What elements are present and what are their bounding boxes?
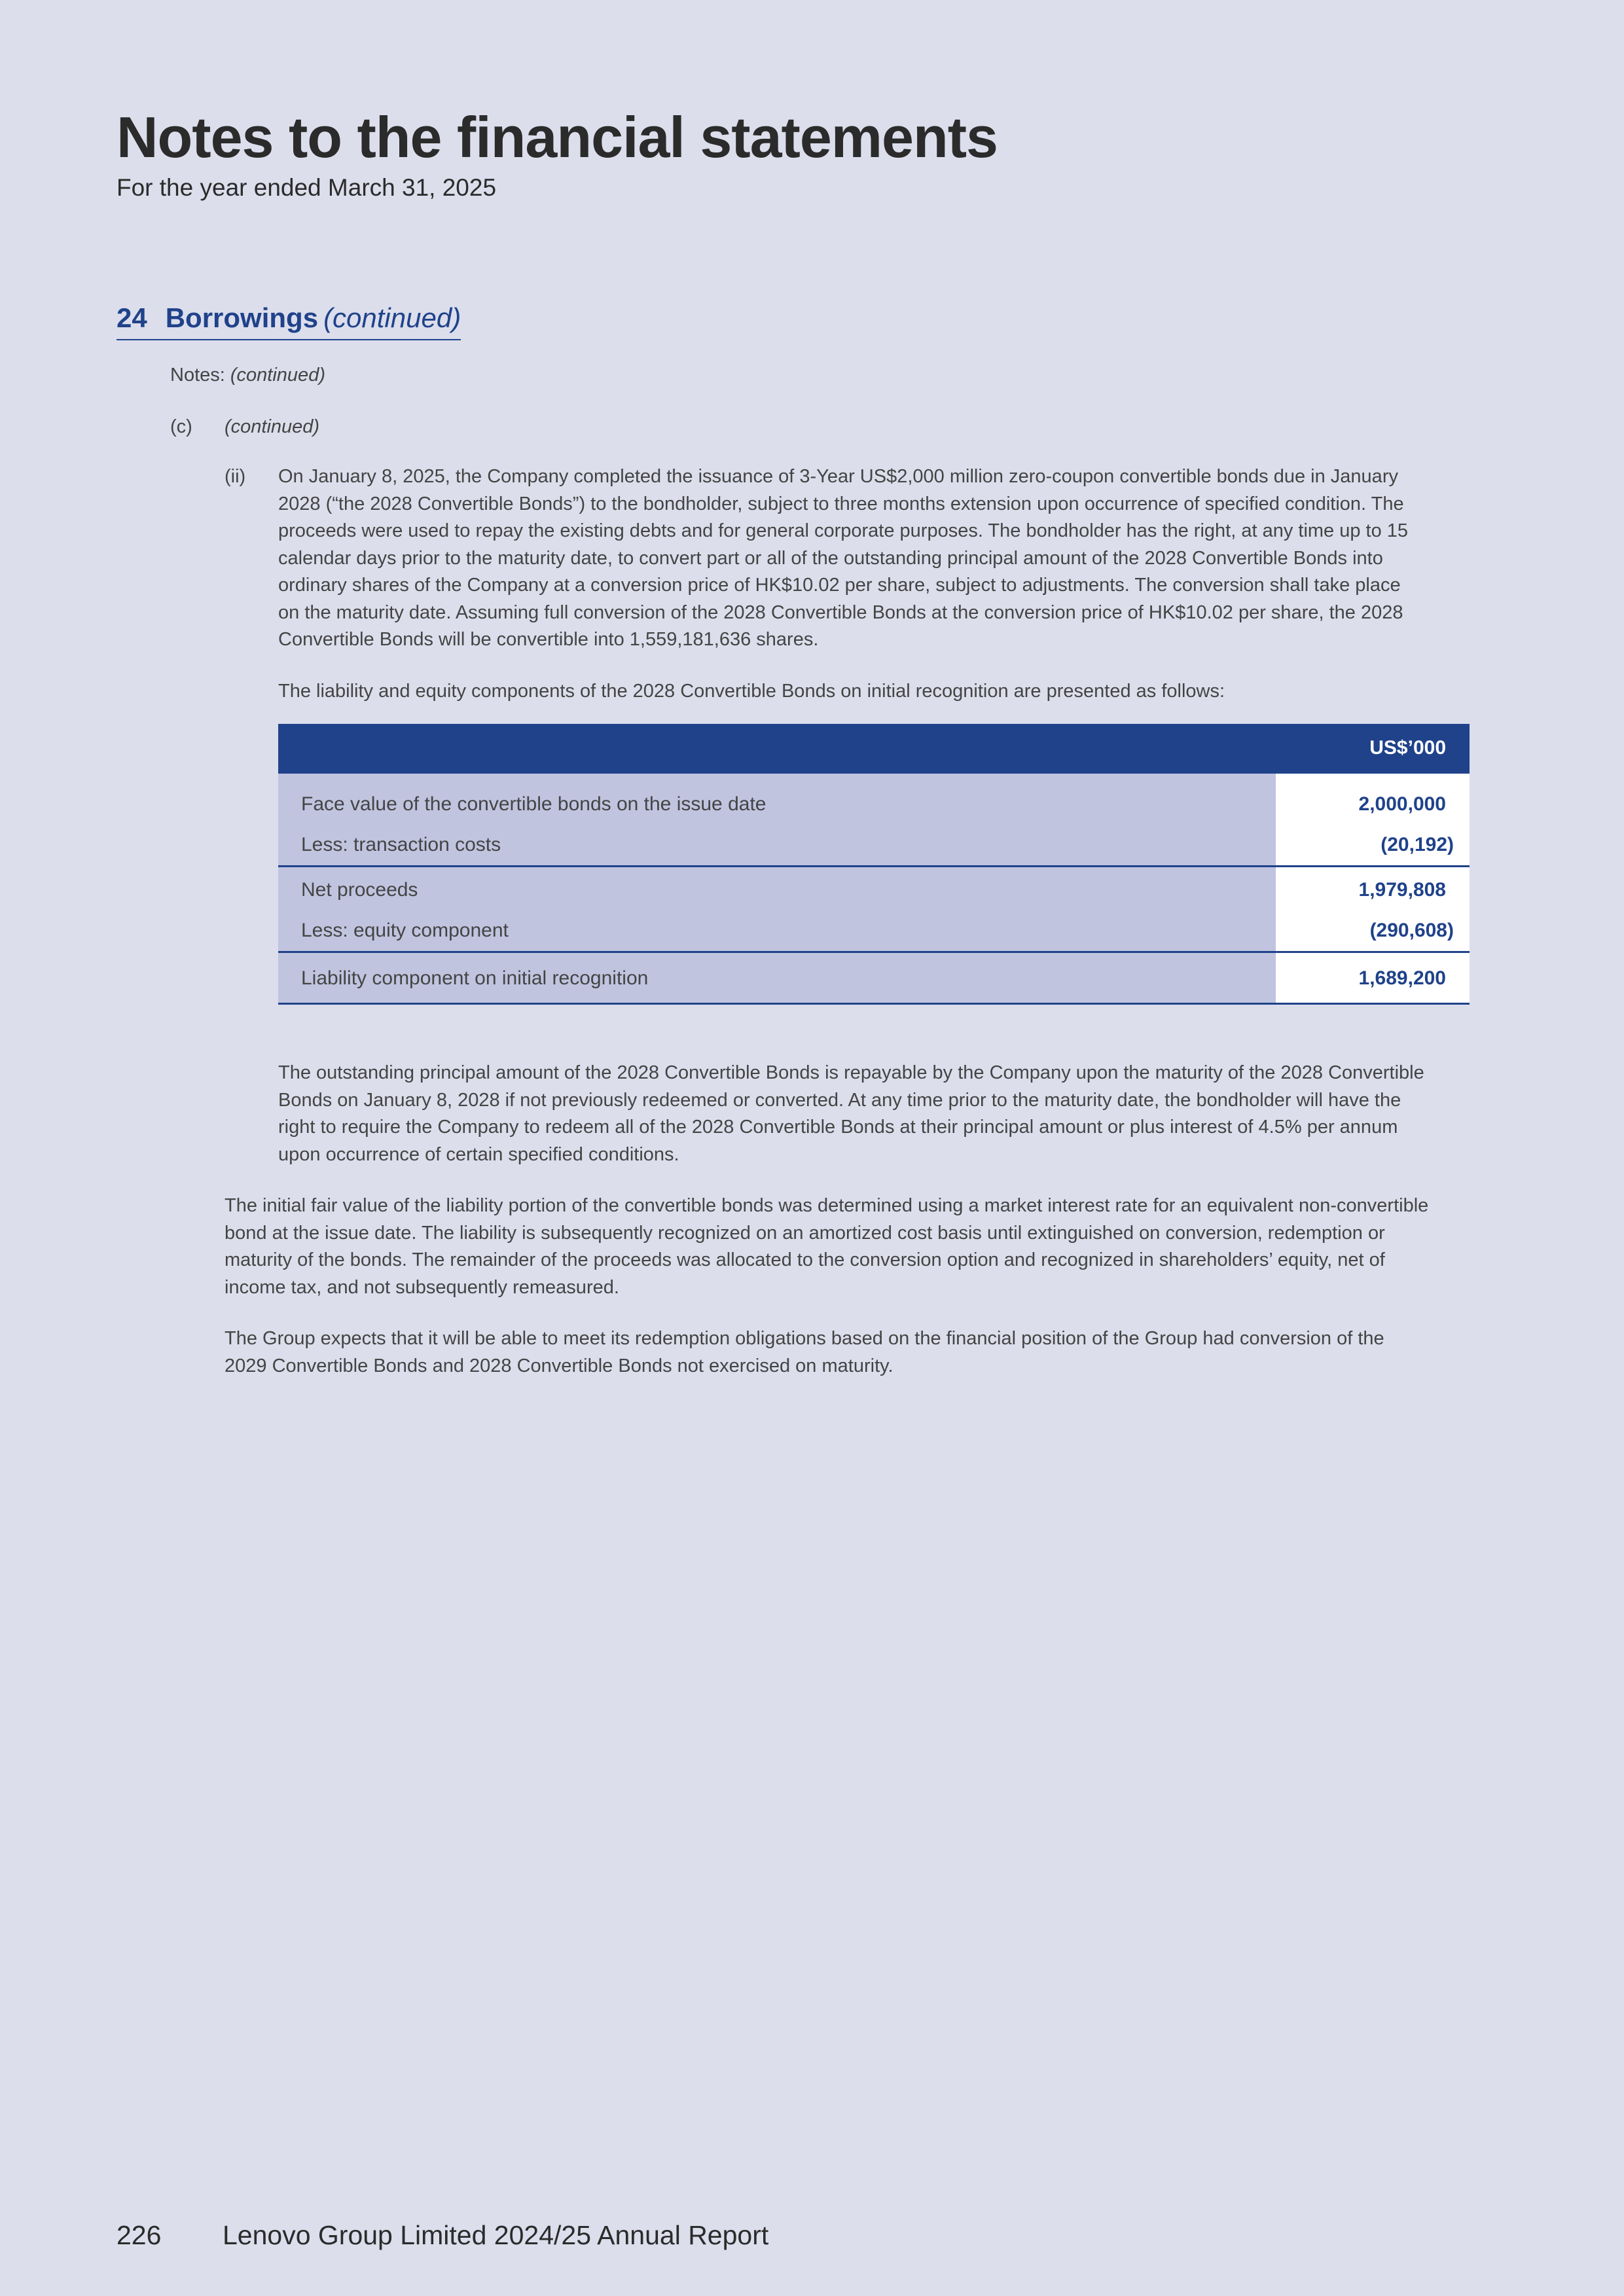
table-row-value: (20,192)	[1380, 834, 1454, 855]
redemption-paragraph	[225, 1325, 1488, 1380]
table-labels	[278, 867, 1276, 951]
fair-value-line: The initial fair value of the liability portion of the convertible bonds was determined using a market interest rate for an equivalent non-convertible	[225, 1195, 1429, 1216]
table-group	[278, 774, 1470, 867]
section-title: Borrowings	[165, 302, 319, 333]
table-row-value: 1,689,200	[1358, 967, 1446, 989]
table-row-value: 2,000,000	[1358, 793, 1446, 815]
item-line: calendar days prior to the maturity date, to convert part or all of the outstanding principal amount of the 2028 Convertible Bonds into	[278, 547, 1383, 569]
table-row-label: Liability component on initial recognition	[301, 967, 649, 989]
fair-value-line: bond at the issue date. The liability is subsequently recognized on an amortized cost basis until extinguished on conversion, redemption or	[225, 1222, 1385, 1244]
table-row-value: 1,979,808	[1358, 879, 1446, 901]
page-title: Notes to the financial statements	[117, 105, 998, 170]
table-row-label: Net proceeds	[301, 879, 418, 901]
fair-value-line: maturity of the bonds. The remainder of the proceeds was allocated to the conversion option and recognized in shareholders’ equity, net of	[225, 1249, 1385, 1270]
item-marker: (ii)	[225, 466, 246, 487]
item-line: on the maturity date. Assuming full conversion of the 2028 Convertible Bonds at the conversion price of HK$10.02 per share, the 2028	[278, 601, 1403, 623]
sub-continued: (continued)	[225, 416, 320, 437]
page-number: 226	[117, 2220, 162, 2250]
table-group	[278, 953, 1470, 1005]
repayment-paragraph	[278, 1060, 1489, 1168]
table-labels	[278, 953, 1276, 1003]
components-table	[278, 724, 1470, 1005]
item-paragraph	[278, 463, 1483, 654]
table-values	[1276, 953, 1470, 1003]
table-unit: US$’000	[1369, 737, 1446, 759]
redemption-line: 2029 Convertible Bonds and 2028 Convertible Bonds not exercised on maturity.	[225, 1355, 893, 1376]
repayment-line: upon occurrence of certain specified conditions.	[278, 1143, 679, 1165]
table-header	[278, 724, 1470, 774]
table-row-label: Face value of the convertible bonds on the issue date	[301, 793, 767, 815]
item-line: On January 8, 2025, the Company completed the issuance of 3-Year US$2,000 million zero-coupon convertible bonds due in January	[278, 466, 1398, 487]
repayment-line: The outstanding principal amount of the 2028 Convertible Bonds is repayable by the Company upon the maturity of the 2028 Convertible	[278, 1062, 1424, 1083]
repayment-line: Bonds on January 8, 2028 if not previously redeemed or converted. At any time prior to the maturity date, the bondholder will have the	[278, 1089, 1401, 1111]
notes-label-line	[170, 365, 325, 386]
section-continued: (continued)	[323, 302, 461, 333]
fair-value-line: income tax, and not subsequently remeasured.	[225, 1276, 619, 1298]
table-values	[1276, 867, 1470, 951]
section-number: 24	[117, 302, 147, 333]
table-row-label: Less: equity component	[301, 920, 509, 941]
fair-value-paragraph	[225, 1193, 1488, 1301]
redemption-line: The Group expects that it will be able to meet its redemption obligations based on the financial position of the Group had conversion of the	[225, 1328, 1384, 1349]
item-line: 2028 (“the 2028 Convertible Bonds”) to the bondholder, subject to three months extension upon occurrence of specified condition. The	[278, 493, 1404, 514]
table-group	[278, 867, 1470, 953]
footer-publication: Lenovo Group Limited 2024/25 Annual Report	[223, 2220, 769, 2250]
item-line: Convertible Bonds will be convertible into 1,559,181,636 shares.	[278, 629, 819, 650]
sub-marker: (c)	[170, 416, 192, 437]
notes-label: Notes:	[170, 365, 225, 386]
table-labels	[278, 774, 1276, 865]
item-line: proceeds were used to repay the existing debts and for general corporate purposes. The bondholder has the right, at any time up to 15	[278, 520, 1409, 541]
table-values	[1276, 774, 1470, 865]
section-heading	[117, 302, 461, 340]
table-row-label: Less: transaction costs	[301, 834, 501, 855]
table-row-value: (290,608)	[1369, 920, 1454, 941]
repayment-line: right to require the Company to redeem all of the 2028 Convertible Bonds at their principal amount or plus interest of 4.5% per annum	[278, 1117, 1398, 1138]
page-subtitle: For the year ended March 31, 2025	[117, 174, 497, 201]
table-intro: The liability and equity components of the 2028 Convertible Bonds on initial recognition are presented as follows:	[278, 681, 1225, 702]
item-line: ordinary shares of the Company at a conversion price of HK$10.02 per share, subject to adjustments. The conversion shall take place	[278, 575, 1401, 596]
notes-continued: (continued)	[230, 365, 325, 386]
